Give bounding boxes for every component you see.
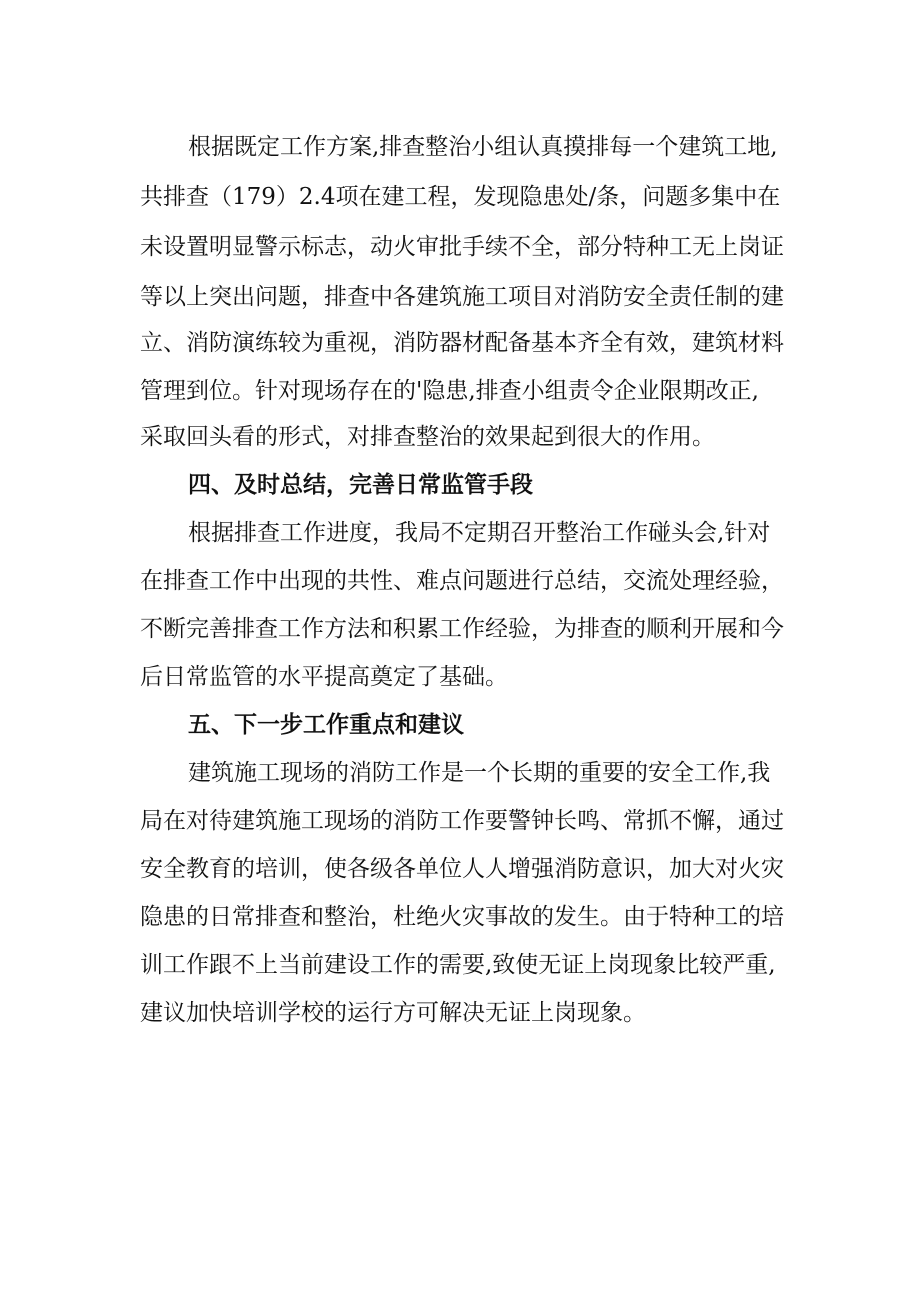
paragraph-1-line-5: 立、消防演练较为重视，消防器材配备基本齐全有效，建筑材料 (140, 330, 784, 356)
paragraph-2-line-2: 在排查工作中出现的共性、难点问题进行总结，交流处理经验， (140, 568, 784, 594)
paragraph-1-line-3: 未设置明显警示标志，动火审批手续不全，部分特种工无上岗证 (140, 234, 784, 260)
section-heading-4: 四、及时总结，完善日常监管手段 (188, 472, 533, 498)
paragraph-3-line-2: 局在对待建筑施工现场的消防工作要警钟长鸣、常抓不懈，通过 (140, 808, 784, 834)
paragraph-1-line-6: 管理到位。针对现场存在的'隐患,排查小组责令企业限期改正, (140, 378, 759, 404)
paragraph-2-line-3: 不断完善排查工作方法和积累工作经验，为排查的顺利开展和今 (140, 616, 784, 642)
paragraph-2-line-4: 后日常监管的水平提高奠定了基础。 (140, 664, 508, 690)
paragraph-3-line-5: 训工作跟不上当前建设工作的需要,致使无证上岗现象比较严重, (140, 952, 776, 978)
paragraph-3-line-3: 安全教育的培训，使各级各单位人人增强消防意识，加大对火灾 (140, 856, 784, 882)
paragraph-3-line-4: 隐患的日常排查和整治，杜绝火灾事故的发生。由于特种工的培 (140, 904, 784, 930)
paragraph-3-line-1: 建筑施工现场的消防工作是一个长期的重要的安全工作,我 (188, 760, 771, 786)
paragraph-1-line-2: 共排查（179）2.4项在建工程，发现隐患处/条，问题多集中在 (140, 184, 781, 210)
paragraph-1-line-7: 采取回头看的形式，对排查整治的效果起到很大的作用。 (140, 424, 715, 450)
paragraph-3-line-6: 建议加快培训学校的运行方可解决无证上岗现象。 (140, 1000, 646, 1026)
paragraph-1-line-1: 根据既定工作方案,排查整治小组认真摸排每一个建筑工地, (188, 134, 778, 160)
paragraph-1-line-4: 等以上突出问题，排查中各建筑施工项目对消防安全责任制的建 (140, 284, 784, 310)
section-heading-5: 五、下一步工作重点和建议 (188, 712, 464, 738)
paragraph-2-line-1: 根据排查工作进度，我局不定期召开整治工作碰头会,针对 (188, 520, 771, 546)
